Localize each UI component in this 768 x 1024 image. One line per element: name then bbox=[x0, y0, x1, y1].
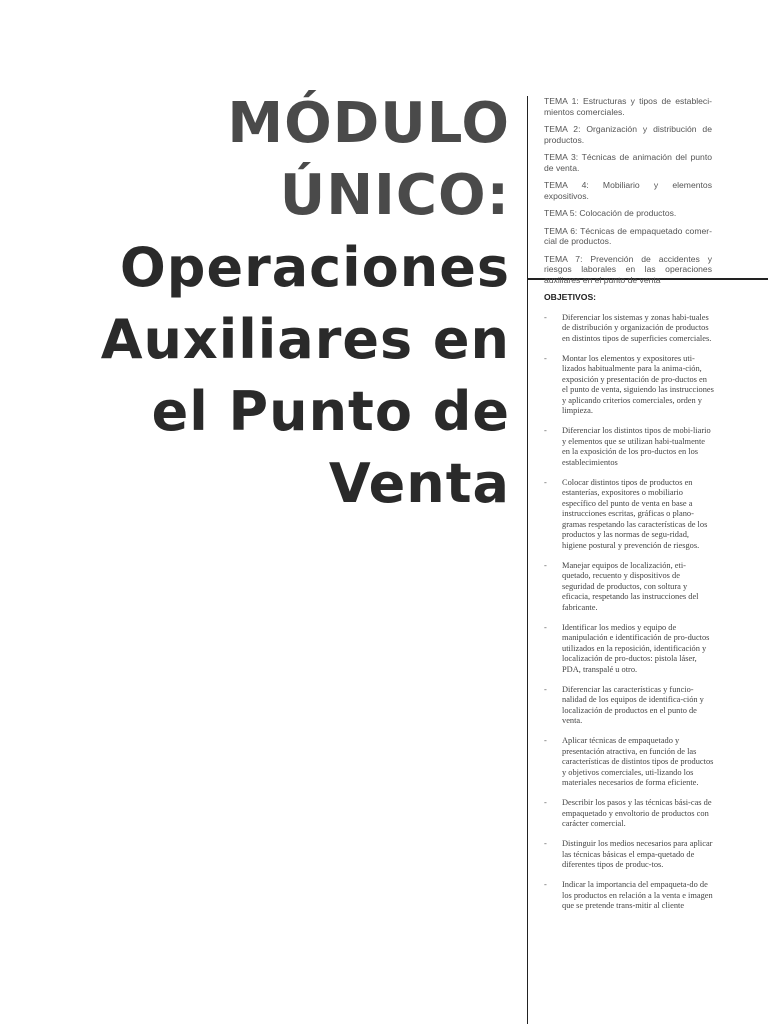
objetivo-text: Manejar equipos de localización, eti-quetado, recuento y dispositivos de seguridad de productos, con soltura y eficacia, respetando las instrucciones del fabricante. bbox=[562, 560, 699, 612]
objetivo-item bbox=[544, 685, 714, 727]
bullet-dash: - bbox=[544, 880, 547, 889]
tema-item: TEMA 6: Técnicas de empaquetado comer-cial de productos. bbox=[544, 225, 712, 246]
temas-list bbox=[544, 96, 712, 292]
objetivo-item bbox=[544, 426, 714, 468]
objetivo-text: Aplicar técnicas de empaquetado y presentación atractiva, en función de las características de distintos tipos de productos y objetivos comerciales, uti-lizando los materiales necesarios de forma eficiente. bbox=[562, 736, 714, 787]
title-line-3: Operaciones bbox=[119, 236, 510, 299]
bullet-dash: - bbox=[544, 312, 547, 322]
objetivo-text: Colocar distintos tipos de productos en estanterías, expositores o mobiliario específico del punto de venta en base a instrucciones escritas, gráficas o plano-gramas respetando las características de los productos y las normas de segu-ridad, higiene postural y prevención de riesgos. bbox=[562, 477, 708, 550]
bullet-dash: - bbox=[544, 477, 547, 487]
tema-item: TEMA 1: Estructuras y tipos de estableci-mientos comerciales. bbox=[544, 96, 712, 117]
module-title bbox=[60, 88, 510, 520]
objetivo-text: Montar los elementos y expositores uti-lizados habitualmente para la anima-ción, exposición y presentación de pro-ductos en el punto de venta, siguiendo las instrucciones y aplicando criterios comerciales, orden y limpieza. bbox=[562, 353, 714, 415]
objetivo-text: Diferenciar los sistemas y zonas habi-tuales de distribución y organización de productos en distintos tipos de superficies comerciales. bbox=[562, 312, 712, 343]
bullet-dash: - bbox=[544, 353, 547, 363]
objetivo-item bbox=[544, 839, 714, 871]
objetivo-item bbox=[544, 354, 714, 417]
tema-item: TEMA 3: Técnicas de animación del punto de venta. bbox=[544, 152, 712, 173]
bullet-dash: - bbox=[544, 560, 547, 570]
objetivo-item bbox=[544, 623, 714, 676]
tema-item: TEMA 5: Colocación de productos. bbox=[544, 208, 677, 218]
bullet-dash: - bbox=[544, 622, 547, 632]
objetivo-item bbox=[544, 736, 714, 789]
bullet-dash: - bbox=[544, 736, 547, 745]
tema-item: TEMA 7: Prevención de accidentes y riesgos laborales en las operaciones auxiliares en el punto de venta bbox=[544, 253, 712, 285]
title-line-5: el Punto de bbox=[151, 380, 510, 443]
bullet-dash: - bbox=[544, 426, 547, 435]
objetivo-text: Indicar la importancia del empaqueta-do de los productos en relación a la venta e imagen que se pretende trans-mitir al cliente bbox=[562, 880, 713, 910]
bullet-dash: - bbox=[544, 798, 547, 807]
objetivo-text: Describir los pasos y las técnicas bási-cas de empaquetado y envoltorio de productos con carácter comercial. bbox=[562, 798, 712, 828]
objetivo-item bbox=[544, 798, 714, 830]
objetivo-item bbox=[544, 561, 714, 614]
objetivos-section bbox=[544, 292, 714, 921]
objetivos-heading: OBJETIVOS: bbox=[544, 292, 597, 302]
title-line-1: MÓDULO bbox=[227, 91, 510, 156]
objetivo-text: Distinguir los medios necesarios para aplicar las técnicas básicas el empa-quetado de diferentes tipos de produc-tos. bbox=[562, 839, 713, 869]
bullet-dash: - bbox=[544, 839, 547, 848]
objetivo-item bbox=[544, 313, 714, 345]
tema-item: TEMA 4: Mobiliario y elementos expositivos. bbox=[544, 180, 712, 201]
title-line-2: ÚNICO: bbox=[279, 163, 510, 228]
objetivo-item bbox=[544, 478, 714, 552]
title-line-4: Auxiliares en bbox=[100, 308, 510, 371]
objetivo-text: Diferenciar los distintos tipos de mobi-liario y elementos que se utilizan habi-tualmente en la exposición de los pro-ductos en los establecimientos bbox=[562, 426, 711, 467]
objetivo-text: Diferenciar las características y funcio-nalidad de los equipos de identifica-ción y localización de productos en el punto de venta. bbox=[562, 684, 704, 725]
vertical-divider bbox=[527, 96, 528, 1024]
tema-item: TEMA 2: Organización y distribución de productos. bbox=[544, 124, 712, 145]
objetivo-text: Identificar los medios y equipo de manipulación e identificación de pro-ductos utilizados en la reposición, identificación y localización de pro-ductos: pistola láser, PDA, transpalé u otro. bbox=[562, 622, 710, 674]
objetivo-item bbox=[544, 880, 714, 912]
title-line-6: Venta bbox=[328, 452, 510, 515]
bullet-dash: - bbox=[544, 684, 547, 694]
